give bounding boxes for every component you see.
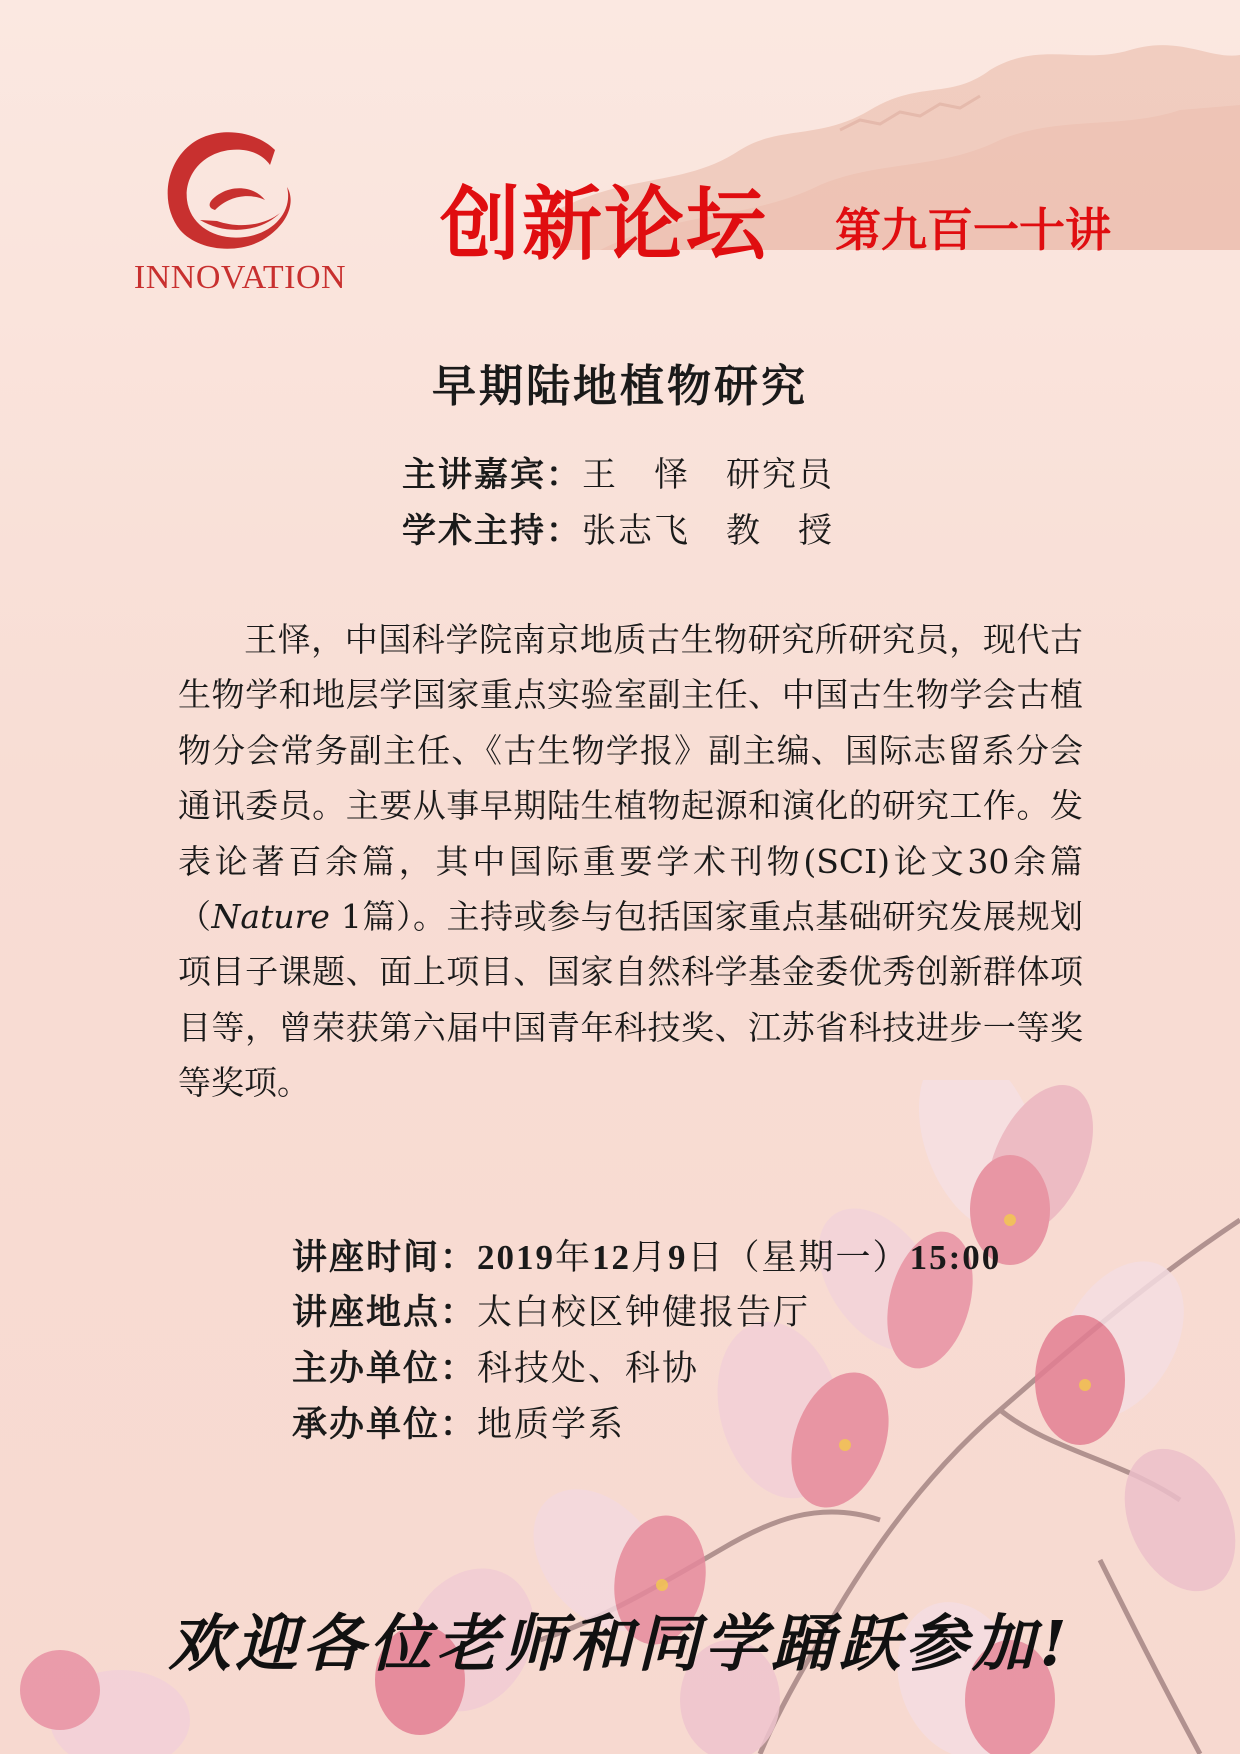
speaker-label: 主讲嘉宾： [402,455,582,495]
bio-text-part1: 王怿，中国科学院南京地质古生物研究所研究员，现代古生物学和地层学国家重点实验室副主任、中国古生物学会古植物分会常务副主任、《古生物学报》副主编、国际志留系分会通讯委员。主要从事早期陆生植物起源和演化的研究工作。发表论著百余篇，其中国际重要学术刊物(SCI)论文30余篇（ [178,620,1083,937]
place-label: 讲座地点： [292,1292,478,1333]
time-year-unit: 年 [555,1238,593,1278]
time-month: 12 [592,1238,632,1277]
bio-text-part2: 1篇）。主持或参与包括国家重点基础研究发展规划项目子课题、面上项目、国家自然科学基金委优秀创新群体项目等，曾荣获第六届中国青年科技奖、江苏省科技进步一等奖等奖项。 [178,897,1083,1103]
host-unit-value: 科技处、科协 [477,1349,700,1389]
host-label: 学术主持： [402,511,582,551]
time-weekday: 日（星期一） [687,1238,910,1278]
innovation-swirl-icon [155,125,305,255]
host-unit-label: 主办单位： [292,1348,478,1389]
host-name: 张志飞 教 授 [582,511,834,551]
talk-title: 早期陆地植物研究 [432,361,808,412]
lecture-time-line [292,1230,1001,1280]
forum-title: 创新论坛 [440,178,768,271]
host-unit-line [292,1341,699,1391]
lecture-place-line [292,1285,810,1335]
time-day: 9 [668,1238,688,1277]
host-line [402,503,834,552]
time-clock: 15:00 [909,1238,1002,1277]
place-value: 太白校区钟健报告厅 [477,1293,811,1333]
time-year: 2019 [477,1238,556,1277]
organizer-label: 承办单位： [292,1404,478,1445]
speaker-line [402,447,834,496]
logo-text: INNOVATION [133,259,347,296]
lecture-number: 第九百一十讲 [835,203,1111,257]
speaker-biography [178,612,1083,1111]
organizer-value: 地质学系 [477,1405,626,1445]
welcome-slogan: 欢迎各位老师和同学踊跃参加! [168,1607,1072,1680]
time-label: 讲座时间： [292,1237,478,1278]
innovation-logo [115,125,355,305]
speaker-name: 王 怿 研究员 [582,455,834,495]
time-month-unit: 月 [631,1238,669,1278]
bio-journal-name: Nature [211,897,330,937]
organizer-line [292,1397,625,1447]
